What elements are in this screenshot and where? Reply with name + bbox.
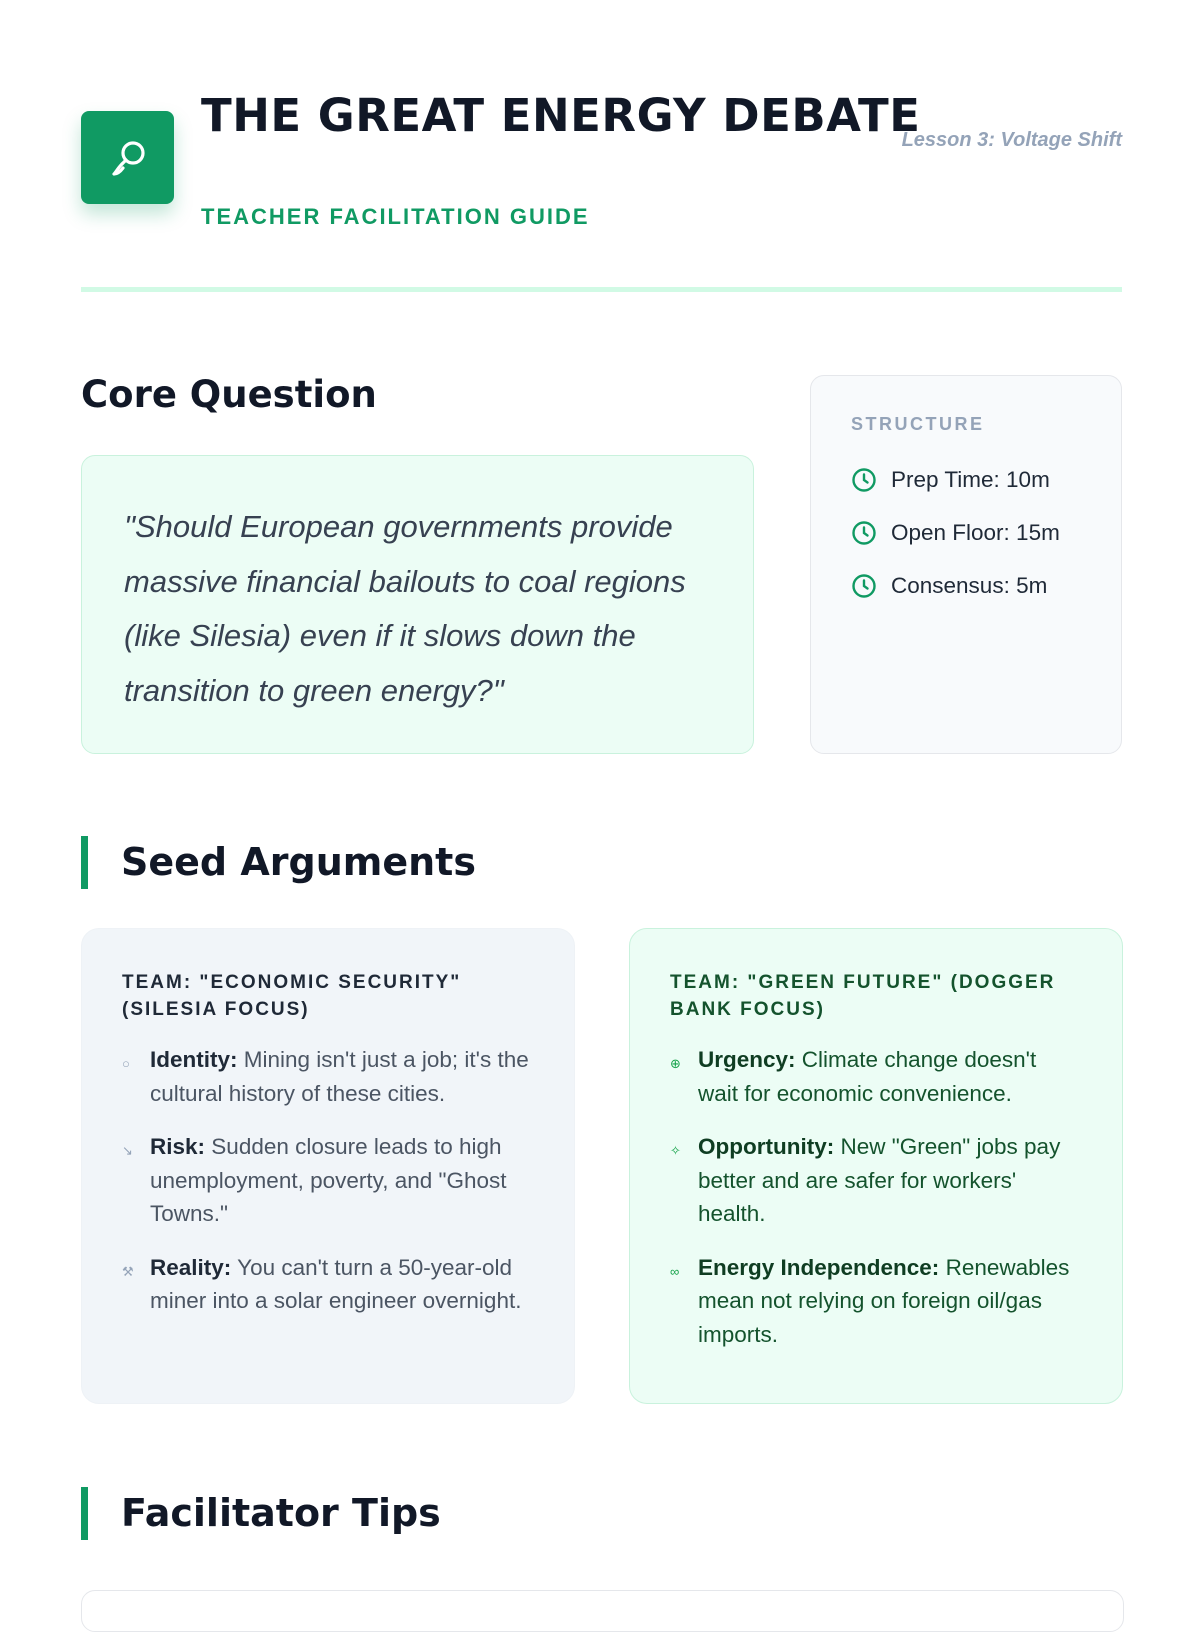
structure-item-label: Open Floor: 15m (891, 519, 1060, 545)
argument-text (150, 1043, 534, 1110)
argument-label: Risk: (150, 1134, 206, 1159)
argument-label: Reality: (150, 1254, 232, 1280)
trend-down-icon: ↘ (122, 1143, 133, 1158)
argument-item (670, 1130, 1082, 1231)
argument-text (150, 1130, 534, 1231)
facilitator-tips-box (81, 1590, 1124, 1632)
argument-text (698, 1130, 1082, 1231)
structure-item-prep (851, 453, 1081, 506)
circle-icon: ○ (122, 1056, 130, 1071)
title-text: THE GREAT ENERGY DEBATE (201, 89, 921, 142)
microphone-icon (81, 111, 174, 204)
core-question-heading: Core Question (81, 373, 377, 416)
clock-icon (851, 520, 877, 546)
argument-body: New "Green" jobs pay better and are safer for workers' health. (698, 1134, 1061, 1226)
structure-item-consensus (851, 559, 1081, 612)
team-title: TEAM: "GREEN FUTURE" (DOGGER BANK FOCUS) (670, 972, 1056, 1020)
clock-icon (851, 573, 877, 599)
argument-text (150, 1251, 534, 1318)
core-question-text: "Should European governments provide massive financial bailouts to coal regions (like Silesia) even if it slows down the transition to green energy?" (124, 509, 686, 708)
argument-text (698, 1043, 1082, 1110)
argument-body: Renewables mean not relying on foreign oil/gas imports. (698, 1254, 1070, 1347)
core-question-box (81, 455, 754, 754)
argument-item (122, 1251, 534, 1318)
structure-item-label: Prep Time: 10m (891, 466, 1050, 492)
page-subtitle: TEACHER FACILITATION GUIDE (201, 204, 590, 229)
argument-item (122, 1130, 534, 1231)
page-header (81, 86, 1122, 236)
argument-item (670, 1251, 1082, 1352)
globe-icon: ⊕ (670, 1056, 681, 1071)
sparkle-icon: ✧ (670, 1143, 681, 1158)
lesson-label: Lesson 3: Voltage Shift (901, 129, 1122, 151)
structure-item-open-floor (851, 506, 1081, 559)
infinity-icon: ∞ (670, 1263, 680, 1279)
structure-panel (810, 375, 1122, 754)
argument-item (670, 1043, 1082, 1110)
structure-item-label: Consensus: 5m (891, 572, 1048, 598)
team-card-green-future (629, 928, 1123, 1404)
header-divider (81, 287, 1122, 292)
argument-text (698, 1251, 1082, 1352)
argument-label: Identity: (150, 1047, 238, 1072)
argument-body: Mining isn't just a job; it's the cultural history of these cities. (150, 1047, 529, 1106)
argument-label: Opportunity: (698, 1134, 835, 1159)
argument-body: Climate change doesn't wait for economic convenience. (698, 1047, 1037, 1106)
page-title (201, 86, 920, 145)
structure-title: STRUCTURE (851, 414, 985, 434)
wrench-icon: ⚒ (122, 1263, 134, 1279)
argument-body: You can't turn a 50-year-old miner into a solar engineer overnight. (150, 1254, 522, 1313)
argument-label: Urgency: (698, 1047, 796, 1072)
argument-item (122, 1043, 534, 1110)
argument-body: Sudden closure leads to high unemployment, poverty, and "Ghost Towns." (150, 1134, 507, 1226)
team-title: TEAM: "ECONOMIC SECURITY" (SILESIA FOCUS) (122, 972, 462, 1020)
facilitator-tips-heading: Facilitator Tips (81, 1487, 441, 1540)
clock-icon (851, 467, 877, 493)
seed-arguments-heading: Seed Arguments (81, 836, 476, 889)
team-card-economic-security (81, 928, 575, 1404)
argument-label: Energy Independence: (698, 1254, 940, 1280)
